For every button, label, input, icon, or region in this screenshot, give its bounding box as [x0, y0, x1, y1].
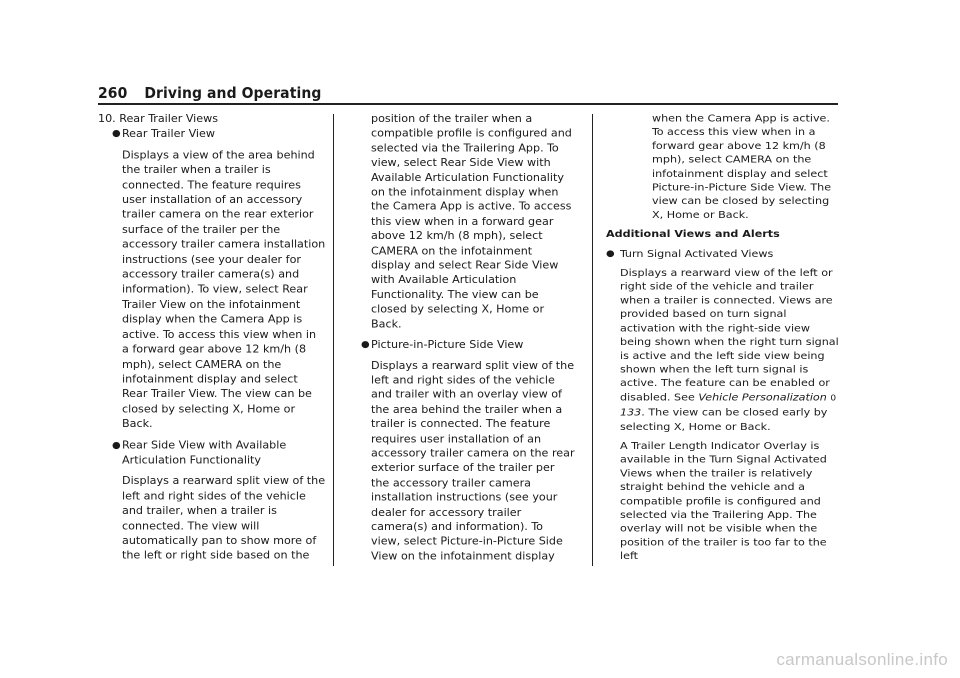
- bullet-body: Displays a rearward split view of the left and right sides of the vehicle and trailer with an overlay view of the area behind the trailer when a trailer is connected. The feature requires user installation of an accessory trailer camera on the rear exterior surface of the trailer per the accessory trailer camera installation instructions (see your dealer for accessory trailer camera(s) and information). To view, select Picture-in-Picture Side View on the infotainment display: [371, 358, 575, 562]
- page-number: 260: [98, 84, 128, 102]
- list-item: [98, 437, 326, 563]
- page-reference[interactable]: 133: [620, 406, 642, 418]
- section-title: Driving and Operating: [144, 84, 322, 102]
- list-item: [98, 126, 326, 431]
- page-ref-icon: 0: [830, 393, 837, 403]
- column-3: [606, 111, 840, 563]
- bullet-icon: ●: [361, 338, 370, 350]
- bullet-title: Rear Trailer View: [122, 126, 215, 140]
- list-item-continued: [606, 111, 840, 221]
- column-divider: [333, 114, 334, 566]
- item-heading: 10. Rear Trailer Views: [98, 111, 219, 125]
- bullet-body: position of the trailer when a compatible profile is configured and selected via the Trailering App. To view, select Rear Side View with Available Articulation Functionality on the infotainment display when the Camera App is active. To access this view when in a forward gear above 12 km/h (8 mph), select CAMERA on the infotainment display and select Rear Side View with Available Articulation Functionality. The view can be closed by selecting X, Home or Back.: [371, 111, 572, 330]
- column-2: [347, 111, 575, 563]
- bullet-icon: ●: [112, 438, 121, 451]
- watermark: carmanualsonline.info: [776, 650, 948, 669]
- list-item: [606, 246, 840, 562]
- column-divider: [592, 114, 593, 566]
- page-header: [98, 84, 321, 102]
- cross-reference-link[interactable]: Vehicle Personalization: [698, 390, 827, 403]
- list-item-continued: [347, 111, 575, 331]
- bullet-body: A Trailer Length Indicator Overlay is available in the Turn Signal Activated Views when the trailer is relatively straight behind the vehicle and a compatible profile is configured and selected via the Trailering App. The overlay will not be visible when the position of the trailer is too far to the left: [620, 439, 827, 562]
- header-rule: [98, 103, 838, 105]
- bullet-body: Displays a rearward split view of the left and right sides of the vehicle and trailer, when a trailer is connected. The view will automatically pan to show more of the left or right side based on the: [122, 473, 326, 562]
- bullet-body: Displays a view of the area behind the trailer when a trailer is connected. The feature requires user installation of an accessory trailer camera on the rear exterior surface of the trailer per the accessory trailer camera installation instructions (see your dealer for accessory trailer camera(s) and information). To view, select Rear Trailer View on the infotainment display when the Camera App is active. To access this view when in a forward gear above 12 km/h (8 mph), select CAMERA on the infotainment display and select Rear Trailer View. The view can be closed by selecting X, Home or Back.: [122, 147, 326, 430]
- bullet-title: Picture-in-Picture Side View: [371, 337, 524, 351]
- bullet-icon: ●: [112, 127, 121, 139]
- bullet-title: Rear Side View with Available Articulation Functionality: [122, 437, 287, 466]
- bullet-title: Turn Signal Activated Views: [620, 247, 774, 260]
- column-1: [98, 111, 326, 563]
- section-heading: Additional Views and Alerts: [606, 227, 780, 240]
- bullet-icon: ●: [606, 247, 615, 259]
- list-item: [347, 337, 575, 563]
- bullet-body: when the Camera App is active. To access this view when in a forward gear above 12 km/h (8 mph), select CAMERA on the infotainment display and select Picture-in-Picture Side View. The view can be closed by selecting X, Home or Back.: [652, 111, 832, 221]
- bullet-body: Displays a rearward view of the left or right side of the vehicle and trailer when a trailer is connected. Views are provided based on turn signal activation with the right-side view being shown when the right turn signal is active and the left side view being shown when the left turn signal is active. The feature can be enabled or disabled. See Vehicle Personalization 0 133. The view can be closed early by selecting X, Home or Back.: [620, 266, 839, 432]
